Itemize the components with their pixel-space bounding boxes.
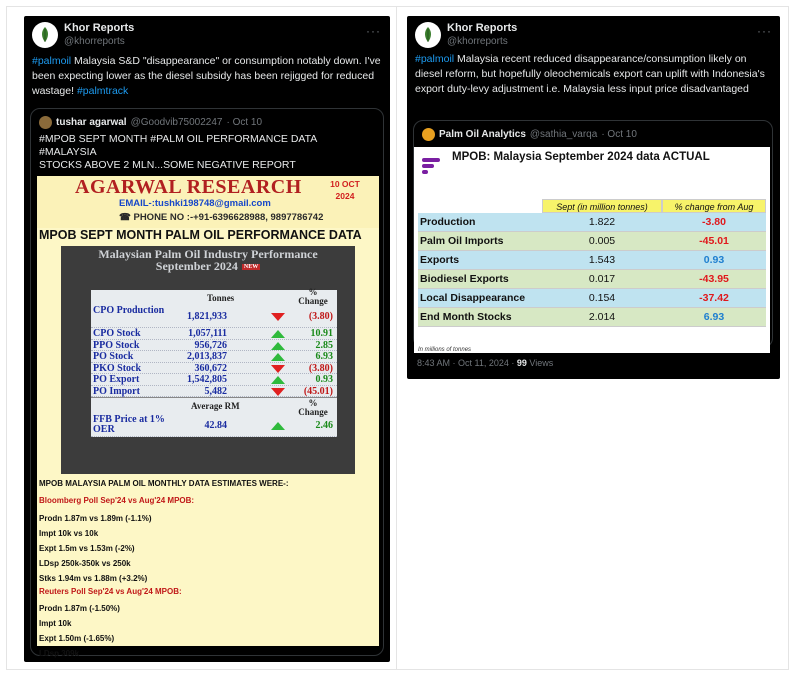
quoted-text: #MPOB SEPT MONTH #PALM OIL PERFORMANCE DATA #MALAYSIA STOCKS ABOVE 2 MLN...SOME NEGATIVE REPORT bbox=[39, 133, 318, 171]
row-change: (45.01) bbox=[303, 385, 333, 397]
author-handle[interactable]: @khorreports bbox=[447, 36, 508, 47]
table-row bbox=[91, 328, 337, 340]
table-header bbox=[418, 199, 766, 213]
hashtag-link[interactable]: #palmoil bbox=[32, 55, 72, 67]
row-label: Palm Oil Imports bbox=[420, 235, 504, 247]
row-value: 0.005 bbox=[588, 235, 616, 247]
row-change: -37.42 bbox=[699, 292, 729, 304]
row-value: 360,672 bbox=[194, 362, 227, 374]
views-label: Views bbox=[526, 358, 554, 368]
panel-title-line-1: Malaysian Palm Oil Industry Performance bbox=[98, 247, 318, 261]
table-row bbox=[91, 363, 337, 375]
more-options-icon[interactable]: ··· bbox=[366, 24, 381, 38]
palm-leaf-icon bbox=[35, 25, 55, 45]
hashtag-link[interactable]: #palmtrack bbox=[76, 85, 129, 97]
table-row bbox=[418, 251, 766, 270]
panel-title-line-2: September 2024 bbox=[155, 259, 238, 273]
row-value: 5,482 bbox=[204, 385, 227, 397]
tweet-meta bbox=[417, 358, 553, 368]
row-change: 6.93 bbox=[315, 351, 333, 362]
tweet-text-body: Malaysia S&D "disappearance" or consumption notably down. I've been expecting lower as the diesel subsidy has been rejigged for reduced wastage! bbox=[32, 55, 381, 97]
row-change: -43.95 bbox=[699, 273, 729, 285]
table-row bbox=[91, 306, 337, 328]
down-arrow-icon bbox=[271, 388, 285, 396]
author-name[interactable]: Khor Reports bbox=[64, 22, 135, 34]
estimate-line: Expt 1.50m (-1.65%) bbox=[39, 634, 115, 643]
row-value: 1,542,805 bbox=[187, 374, 227, 385]
row-change: 10.91 bbox=[310, 328, 333, 339]
quoted-date[interactable]: · Oct 10 bbox=[226, 117, 263, 128]
quoted-tweet-header bbox=[422, 128, 637, 141]
table-row bbox=[418, 289, 766, 308]
banner-email: EMAIL-:tushki198748@gmail.com bbox=[119, 198, 271, 209]
row-value: 1.543 bbox=[588, 254, 616, 266]
col-change: % change from Aug bbox=[662, 199, 766, 213]
table-body bbox=[91, 306, 337, 397]
estimate-line: Stks 1.94m vs 1.88m (+3.2%) bbox=[39, 574, 148, 583]
quoted-author-handle[interactable]: @sathia_varqa bbox=[529, 129, 598, 140]
table-row bbox=[91, 340, 337, 352]
quoted-author-handle[interactable]: @Goodvib75002247 bbox=[130, 117, 223, 128]
col-avg: Average RM bbox=[191, 401, 240, 411]
estimates-heading: MPOB MALAYSIA PALM OIL MONTHLY DATA ESTIMATES WERE-: bbox=[39, 479, 289, 488]
row-label: PO Stock bbox=[93, 351, 134, 362]
row-change: 0.93 bbox=[315, 374, 333, 385]
banner-date: 10 OCT 2024 bbox=[330, 179, 360, 201]
table-row bbox=[418, 232, 766, 251]
row-label: PKO Stock bbox=[93, 362, 142, 374]
row-label: Biodiesel Exports bbox=[420, 273, 509, 285]
table-header bbox=[91, 287, 337, 306]
tweet-text bbox=[32, 54, 382, 99]
up-arrow-icon bbox=[271, 330, 285, 338]
image-heading: MPOB SEPT MONTH PALM OIL PERFORMANCE DATA bbox=[39, 228, 362, 242]
row-value: 0.154 bbox=[588, 292, 616, 304]
up-arrow-icon bbox=[271, 353, 285, 361]
avatar[interactable] bbox=[415, 22, 441, 48]
estimate-line: LDsp 309k bbox=[39, 649, 80, 658]
author-name[interactable]: Khor Reports bbox=[447, 22, 518, 34]
banner-phone bbox=[119, 212, 323, 223]
table-row bbox=[418, 308, 766, 327]
palm-leaf-icon bbox=[418, 25, 438, 45]
row-label: End Month Stocks bbox=[420, 311, 512, 323]
tweet-card-left[interactable] bbox=[24, 16, 390, 662]
estimate-line: Impt 10k bbox=[39, 619, 72, 628]
row-label: PO Import bbox=[93, 385, 140, 397]
up-arrow-icon bbox=[271, 422, 285, 430]
row-value: 1.822 bbox=[588, 216, 616, 228]
views-count: 99 bbox=[516, 358, 527, 368]
new-badge: NEW bbox=[243, 264, 259, 271]
timestamp[interactable]: 8:43 AM · Oct 11, 2024 · bbox=[417, 358, 517, 368]
more-options-icon[interactable]: ··· bbox=[757, 24, 772, 38]
avatar[interactable] bbox=[39, 116, 52, 129]
col-change: % Change bbox=[298, 287, 328, 306]
estimate-line: Prodn 1.87m (-1.50%) bbox=[39, 604, 120, 613]
quoted-image-right[interactable] bbox=[414, 147, 770, 353]
author-handle[interactable]: @khorreports bbox=[64, 36, 125, 47]
table-row bbox=[91, 374, 337, 386]
tweet-text bbox=[415, 52, 773, 97]
performance-panel bbox=[61, 246, 355, 474]
row-label: PO Export bbox=[93, 374, 140, 385]
banner-title: AGARWAL RESEARCH bbox=[75, 176, 302, 198]
research-banner bbox=[37, 176, 379, 228]
phone-text: PHONE NO :-+91-6396628988, 9897786742 bbox=[133, 212, 324, 223]
row-label: PPO Stock bbox=[93, 339, 140, 351]
table-row bbox=[418, 270, 766, 289]
quoted-author-name[interactable]: Palm Oil Analytics bbox=[439, 129, 526, 140]
tweet-card-right[interactable] bbox=[407, 16, 780, 379]
row-label: CPO Production bbox=[93, 305, 165, 316]
quoted-author-name[interactable]: tushar agarwal bbox=[56, 117, 127, 128]
quoted-image-left[interactable] bbox=[37, 176, 379, 658]
quoted-tweet[interactable] bbox=[413, 120, 773, 353]
col-sept: Sept (in million tonnes) bbox=[542, 199, 662, 213]
tweet-header bbox=[32, 22, 134, 48]
row-change: 0.93 bbox=[703, 254, 725, 266]
avatar[interactable] bbox=[422, 128, 435, 141]
row-value: 1,057,111 bbox=[188, 328, 227, 339]
estimate-line: Impt 10k vs 10k bbox=[39, 529, 99, 538]
up-arrow-icon bbox=[271, 376, 285, 384]
estimate-line: LDsp 250k-350k vs 250k bbox=[39, 559, 131, 568]
performance-table bbox=[91, 287, 337, 437]
row-change: 6.93 bbox=[703, 311, 725, 323]
row-label: CPO Stock bbox=[93, 328, 141, 339]
row-label: Exports bbox=[420, 254, 460, 266]
row-change: -3.80 bbox=[702, 216, 726, 228]
col-tonnes: Tonnes bbox=[207, 293, 235, 303]
row-value: 0.017 bbox=[588, 273, 616, 285]
row-label: FFB Price at 1% OER bbox=[93, 414, 165, 435]
reuters-heading: Reuters Poll Sep'24 vs Aug'24 MPOB: bbox=[39, 587, 182, 596]
phone-icon: ☎ bbox=[119, 212, 134, 223]
panel-title bbox=[61, 248, 355, 273]
row-value: 1,821,933 bbox=[187, 311, 227, 322]
data-title: MPOB: Malaysia September 2024 data ACTUAL bbox=[452, 151, 710, 163]
row-label: Production bbox=[420, 216, 476, 228]
down-arrow-icon bbox=[271, 365, 285, 373]
up-arrow-icon bbox=[271, 342, 285, 350]
row-change: 2.46 bbox=[315, 420, 333, 431]
table-row bbox=[91, 386, 337, 398]
estimate-line: Expt 1.5m vs 1.53m (-2%) bbox=[39, 544, 135, 553]
table-row bbox=[91, 351, 337, 363]
row-value: 2.014 bbox=[588, 311, 616, 323]
avatar[interactable] bbox=[32, 22, 58, 48]
down-arrow-icon bbox=[271, 313, 285, 321]
estimate-line: Prodn 1.87m vs 1.89m (-1.1%) bbox=[39, 514, 152, 523]
row-label: Local Disappearance bbox=[420, 292, 526, 304]
tweet-header bbox=[415, 22, 517, 48]
tweet-text-body: Malaysia recent reduced disappearance/consumption likely on diesel reform, but hopefully oleochemicals export can uplift with Indonesia's export duty-levy adjustment i.e. Malaysia less input price disadvantaged bbox=[415, 53, 765, 95]
quoted-tweet-header bbox=[39, 116, 262, 129]
row-value: 2,013,837 bbox=[187, 351, 227, 362]
row-change: 2.85 bbox=[315, 339, 333, 351]
chart-logo-icon bbox=[420, 155, 442, 177]
row-change: (3.80) bbox=[308, 311, 333, 322]
quoted-date[interactable]: · Oct 10 bbox=[601, 129, 637, 140]
row-change: (3.80) bbox=[308, 362, 333, 374]
row-value: 42.84 bbox=[204, 420, 227, 431]
footnote: In millions of tonnes bbox=[418, 347, 472, 353]
quoted-tweet[interactable] bbox=[30, 108, 384, 656]
hashtag-link[interactable]: #palmoil bbox=[415, 53, 455, 65]
table-row bbox=[91, 415, 337, 437]
table-subheader bbox=[91, 397, 337, 415]
col-change: % Change bbox=[298, 398, 328, 417]
row-value: 956,726 bbox=[194, 339, 227, 351]
bloomberg-heading: Bloomberg Poll Sep'24 vs Aug'24 MPOB: bbox=[39, 496, 195, 505]
row-change: -45.01 bbox=[699, 235, 729, 247]
table-row bbox=[418, 213, 766, 232]
